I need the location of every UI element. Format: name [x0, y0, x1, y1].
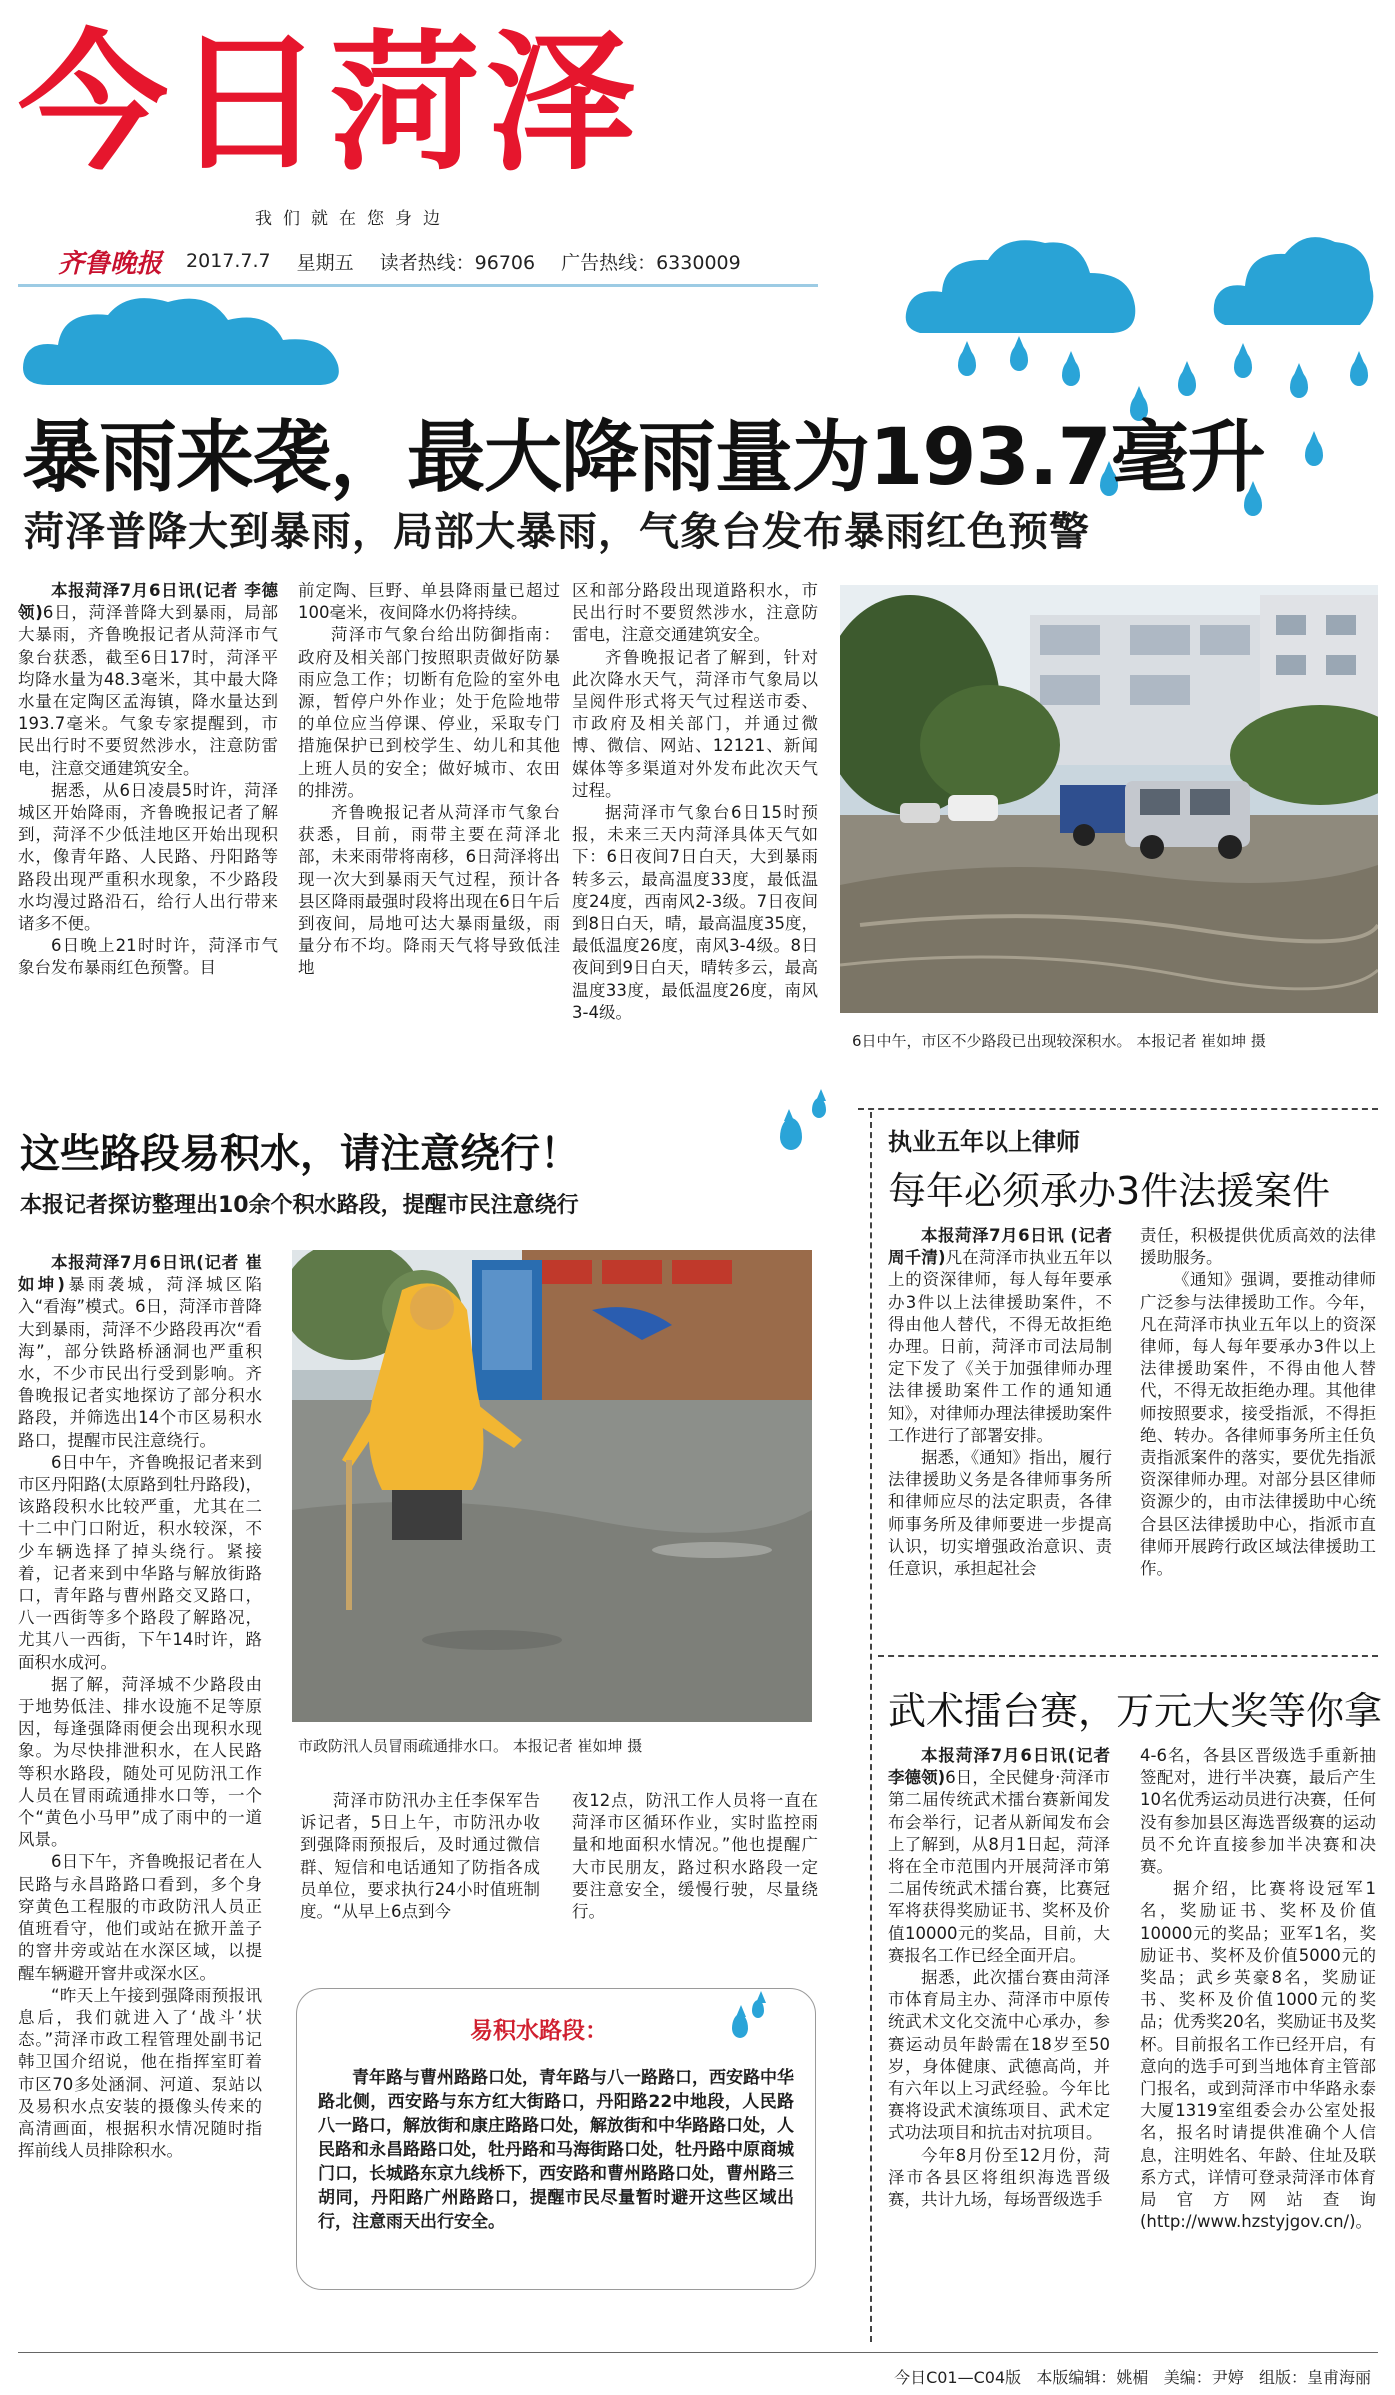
separator-horizontal	[878, 1655, 1378, 1657]
lead-subhead: 菏泽普降大到暴雨，局部大暴雨，气象台发布暴雨红色预警	[24, 509, 1090, 555]
roads-title: 这些路段易积水，请注意绕行！	[20, 1131, 580, 1177]
footer-credits	[894, 2365, 1371, 2388]
roads-photo-worker	[292, 1250, 812, 1722]
lead-photo-caption: 6日中午，市区不少路段已出现较深积水。 本报记者 崔如坤 摄	[852, 1032, 1266, 1050]
roads-col-2: 菏泽市防汛办主任李保军告诉记者，5日上午，市防汛办收到强降雨预报后，及时通过微信群、短信和电话通知了防指各成员单位，要求执行24小时值班制度。“从早上6点到今	[300, 1791, 540, 1922]
masthead-infoline	[58, 246, 767, 279]
wushu-col-2: 4-6名，各县区晋级选手重新抽签配对，进行半决赛，最后产生10名优秀运动员进行决赛，任何没有参加县区海选晋级赛的运动员不允许直接参加半决赛和决赛。 据介绍，比赛将设冠军1名，奖励证书、奖杯及价值10000元的奖品；亚军1名，奖励证书、奖杯及价值5000元的奖品；武乡英豪8名，奖励证书、奖杯及价值1000元的奖品；优秀奖20名，奖励证书及奖杯。目前报名工作已经开启，有意向的选手可到当地体育主管部门报名，或到菏泽市中华路永泰大厦1319室组委会办公室处报名，报名时请提供准确个人信息，注明姓名、年龄、住址及联系方式，详情可登录菏泽市体育局官方网站查询(http://www.hzstyjgov.cn/)。	[1140, 1746, 1376, 2232]
reader-hotline: 读者热线：96706	[379, 251, 536, 274]
raindrop-icon	[1305, 440, 1323, 466]
footer-designer: 美编：尹婷	[1163, 2368, 1244, 2387]
roads-col-1: 本报菏泽7月6日讯(记者 崔如坤)暴雨袭城，菏泽城区陷入“看海”模式。6日，菏泽市普降大到暴雨，菏泽不少路段再次“看海”，部分铁路桥涵洞也严重积水，不少市民出行受到影响。齐鲁晚报记者实地探访了部分积水路段，并筛选出14个市区易积水路口，提醒市民注意绕行。 6日中午，齐鲁晚报记者来到市区丹阳路(太原路到牡丹路段)，该路段积水比较严重，尤其在二十二中门口附近，积水较深，不少车辆选择了掉头绕行。紧接着，记者来到中华路与解放街路口，青年路与曹州路交叉路口，八一西街等多个路段了解路况，尤其八一西街，下午14时许，路面积水成河。 据了解，菏泽城不少路段由于地势低洼、排水设施不足等原因，每逢强降雨便会出现积水现象。为尽快排泄积水，在人民路等积水路段，随处可见防汛工作人员在冒雨疏通排水口等，一个个“黄色小马甲”成了雨中的一道风景。 6日下午，齐鲁晚报记者在人民路与永昌路路口看到，多个身穿黄色工程服的市政防汛人员正值班看守，他们或站在掀开盖子的窨井旁或站在水深区域，以提醒车辆避开窨井或深水区。 “昨天上午接到强降雨预报讯息后，我们就进入了‘战斗’状态。”菏泽市政工程管理处副书记韩卫国介绍说，他在指挥室盯着市区70多处涵洞、河道、泵站以及易积水点安装的摄像头传来的高清画面，根据积水情况随时指挥前线人员排除积水。	[18, 1253, 262, 2161]
raindrop-icon	[752, 2000, 764, 2018]
masthead-rule	[18, 284, 818, 287]
lead-col-1: 本报菏泽7月6日讯(记者 李德领)6日，菏泽普降大到暴雨，局部大暴雨，齐鲁晚报记者从菏泽市气象台获悉，截至6日17时，菏泽平均降水量为48.3毫米，其中最大降水量在定陶区孟海镇，降水量达到193.7毫米。气象专家提醒到，市民出行时不要贸然涉水，注意防雷电，注意交通建筑安全。 据悉，从6日凌晨5时许，菏泽城区开始降雨，齐鲁晚报记者了解到，菏泽不少低洼地区开始出现积水，像青年路、人民路、丹阳路等路段出现严重积水现象，不少路段水均漫过路沿石，给行人出行带来诸多不便。 6日晚上21时时许，菏泽市气象台发布暴雨红色预警。目	[18, 581, 278, 978]
lead-photo-flooded-street	[840, 585, 1378, 1013]
issue-weekday: 星期五	[296, 251, 354, 274]
masthead-slogan: 我们就在您身边	[255, 209, 451, 229]
flood-roads-box-text: 青年路与曹州路路口处，青年路与八一路路口，西安路中华路北侧，西安路与东方红大街路口，丹阳路22中地段，人民路八一路口，解放街和康庄路路口处，解放街和中华路路口处，人民路和永昌路路口处，牡丹路和马海街路口处，牡丹路中原商城门口，长城路东京九线桥下，西安路和曹州路路口处，曹州路三胡同，丹阳路广州路路口，提醒市民尽量暂时避开这些区域出行，注意雨天出行安全。	[318, 2068, 794, 2232]
lawyer-col-2: 责任，积极提供优质高效的法律援助服务。 《通知》强调，要推动律师广泛参与法律援助工作。今年，凡在菏泽市执业五年以上的资深律师，每人每年要承办3件以上法律援助案件，不得由他人替代，不得无故拒绝办理。其他律师按照要求，接受指派，不得拒绝、转办。各律师事务所主任负责指派案件的落实，要优先指派资深律师办理。对部分县区律师资源少的，由市法律援助中心统合县区法律援助中心，指派市直律师开展跨行政区域法律援助工作。	[1140, 1226, 1376, 1579]
raindrop-icon	[812, 1098, 826, 1118]
lead-col-3: 区和部分路段出现道路积水，市民出行时不要贸然涉水，注意防雷电，注意交通建筑安全。 齐鲁晚报记者了解到，针对此次降水天气，菏泽市气象局以呈阅件形式将天气过程送市委、市政府及相关部门，并通过微博、微信、网站、12121、新闻媒体等多渠道对外发布此次天气过程。 据菏泽市气象台6日15时预报，未来三天内菏泽具体天气如下：6日夜间7日白天，大到暴雨转多云，最高温度33度，最低温度24度，西南风2-3级。7日夜间到8日白天，晴，最高温度35度，最低温度26度，南风3-4级。8日夜间到9日白天，晴转多云，最高温度33度，最低温度26度，南风3-4级。	[572, 581, 818, 1022]
raindrop-icon	[1350, 360, 1368, 386]
footer-rule	[18, 2352, 1378, 2353]
raindrop-icon	[1234, 352, 1252, 378]
footer-proof: 组版：皇甫海丽	[1258, 2368, 1371, 2387]
raindrop-icon	[1062, 360, 1080, 386]
raindrop-icon	[958, 350, 976, 376]
lead-col-2: 前定陶、巨野、单县降雨量已超过100毫米，夜间降水仍将持续。 菏泽市气象台给出防御指南：政府及相关部门按照职责做好防暴雨应急工作；切断有危险的室外电源，暂停户外作业；处于危险地带的单位应当停课、停业，采取专门措施保护已到校学生、幼儿和其他上班人员的安全；做好城市、农田的排涝。 齐鲁晚报记者从菏泽市气象台获悉，目前，雨带主要在菏泽北部，未来雨带将南移，6日菏泽将出现一次大到暴雨天气过程，预计各县区降雨最强时段将出现在6日午后到夜间，局地可达大暴雨量级，雨量分布不均。降雨天气将导致低洼地	[298, 581, 560, 978]
raindrop-icon	[780, 1118, 802, 1150]
cloud-icon	[900, 228, 1140, 338]
wushu-col-1: 本报菏泽7月6日讯(记者 李德领)6日，全民健身·菏泽市第二届传统武术擂台赛新闻发布会举行，记者从新闻发布会上了解到，从8月1日起，菏泽将在全市范围内开展菏泽市第二届传统武术擂台赛，比赛冠军将获得奖励证书、奖杯及价值10000元的奖品，目前，大赛报名工作已经全面开启。 据悉，此次擂台赛由菏泽市体育局主办、菏泽市中原传统武术文化交流中心承办，参赛运动员年龄需在18岁至50岁，身体健康、武德高尚，并有六年以上习武经验。今年比赛将设武术演练项目、武术定式功法项目和抗击对抗项目。 今年8月份至12月份，菏泽市各县区将组织海选晋级赛，共计九场，每场晋级选手	[888, 1746, 1111, 2210]
wushu-title: 武术擂台赛，万元大奖等你拿	[888, 1689, 1383, 1733]
separator-horizontal	[858, 1108, 1378, 1110]
raindrop-icon	[732, 2014, 748, 2038]
cloud-icon	[1210, 220, 1380, 330]
flood-roads-box-title: 易积水路段：	[470, 2018, 608, 2044]
roads-subtitle: 本报记者探访整理出10余个积水路段，提醒市民注意绕行	[20, 1193, 579, 1218]
issue-date: 2017.7.7	[186, 250, 271, 272]
lawyer-col-1: 本报菏泽7月6日讯 (记者 周千清)凡在菏泽市执业五年以上的资深律师，每人每年要承办3件以上法律援助案件，不得由他人替代，不得无故拒绝办理。日前，菏泽市司法局制定下发了《关于加强律师办理法律援助案件工作的通知通知》，对律师办理法律援助案件工作进行了部署安排。 据悉，《通知》指出，履行法律援助义务是各律师事务所和律师应尽的法定职责，各律师事务所及律师要进一步提高认识，切实增强政治意识、责任意识，承担起社会	[888, 1226, 1113, 1579]
footer-pages: 今日C01—C04版	[894, 2368, 1022, 2387]
roads-col-3: 夜12点，防汛工作人员将一直在菏泽市区循环作业，实时监控雨量和地面积水情况。”他也提醒广大市民朋友，路过积水路段一定要注意安全，缓慢行驶，尽量绕行。	[572, 1791, 818, 1922]
masthead-title: 今日菏泽	[18, 17, 643, 191]
raindrop-icon	[1290, 372, 1308, 398]
raindrop-icon	[1178, 370, 1196, 396]
footer-editor: 本版编辑：姚楣	[1036, 2368, 1149, 2387]
lawyer-title: 每年必须承办3件法援案件	[888, 1169, 1331, 1213]
lead-headline: 暴雨来袭，最大降雨量为193.7毫升	[22, 413, 1265, 503]
cloud-icon	[18, 290, 348, 390]
lawyer-kicker: 执业五年以上律师	[888, 1128, 1080, 1156]
ad-hotline: 广告热线：6330009	[561, 251, 741, 274]
separator-vertical	[870, 1112, 872, 2342]
paper-name-logo: 齐鲁晚报	[58, 248, 163, 279]
raindrop-icon	[1010, 345, 1028, 371]
roads-photo-caption: 市政防汛人员冒雨疏通排水口。 本报记者 崔如坤 摄	[298, 1737, 643, 1755]
